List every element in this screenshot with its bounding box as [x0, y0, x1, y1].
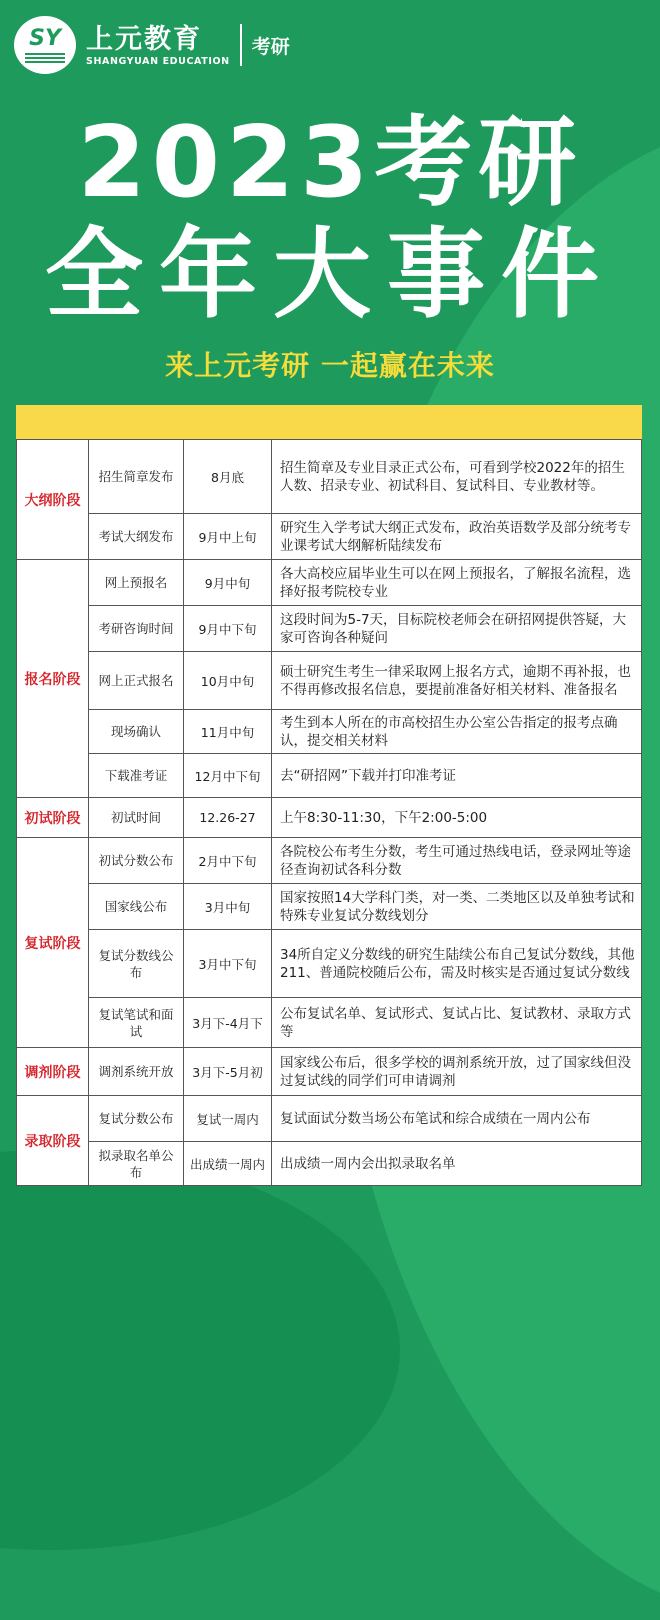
table-row — [17, 560, 642, 606]
event-name: 初试时间 — [89, 798, 184, 838]
event-time: 3月中旬 — [184, 884, 272, 930]
event-time: 11月中旬 — [184, 710, 272, 754]
event-description: 各院校公布考生分数，考生可通过热线电话，登录网址等途径查询初试各科分数 — [272, 838, 642, 884]
background-curve-bottom — [0, 1150, 400, 1550]
phase-label: 大纲阶段 — [17, 440, 89, 560]
event-name: 现场确认 — [89, 710, 184, 754]
brand — [86, 24, 230, 67]
event-description: 国家线公布后，很多学校的调剂系统开放，过了国家线但没过复试线的同学们可申请调剂 — [272, 1048, 642, 1096]
event-description: 硕士研究生考生一律采取网上报名方式，逾期不再补报，也不得再修改报名信息，要提前准备好相关材料、准备报名 — [272, 652, 642, 710]
event-name: 网上预报名 — [89, 560, 184, 606]
table-row — [17, 838, 642, 884]
event-description: 出成绩一周内会出拟录取名单 — [272, 1142, 642, 1186]
event-time: 10月中旬 — [184, 652, 272, 710]
phase-label: 录取阶段 — [17, 1096, 89, 1186]
table-row — [17, 754, 642, 798]
table-row — [17, 998, 642, 1048]
event-time: 9月中上旬 — [184, 514, 272, 560]
event-name: 调剂系统开放 — [89, 1048, 184, 1096]
event-name: 招生简章发布 — [89, 440, 184, 514]
phase-label: 复试阶段 — [17, 838, 89, 1048]
phase-label: 报名阶段 — [17, 560, 89, 798]
event-name: 国家线公布 — [89, 884, 184, 930]
event-time: 9月中下旬 — [184, 606, 272, 652]
event-time: 出成绩一周内 — [184, 1142, 272, 1186]
brand-name: 上元教育 — [86, 23, 202, 55]
table-row — [17, 884, 642, 930]
event-time: 复试一周内 — [184, 1096, 272, 1142]
event-name: 网上正式报名 — [89, 652, 184, 710]
brand-tag: 考研 — [251, 35, 290, 58]
brand-header — [14, 14, 290, 76]
table-row — [17, 798, 642, 838]
event-name: 下载准考证 — [89, 754, 184, 798]
table-row — [17, 1048, 642, 1096]
table-row — [17, 930, 642, 998]
table-header-band — [16, 405, 642, 439]
schedule-table — [16, 439, 642, 1186]
event-name: 复试分数线公布 — [89, 930, 184, 998]
event-time: 9月中旬 — [184, 560, 272, 606]
title-line-2: 全年大事件 — [44, 218, 615, 332]
event-description: 上午8:30-11:30，下午2:00-5:00 — [272, 798, 642, 838]
header-divider — [240, 24, 242, 66]
phase-label: 调剂阶段 — [17, 1048, 89, 1096]
phase-label: 初试阶段 — [17, 798, 89, 838]
table-row — [17, 710, 642, 754]
event-description: 34所自定义分数线的研究生陆续公布自己复试分数线，其他211、普通院校随后公布，需及时核实是否通过复试分数线 — [272, 930, 642, 998]
event-name: 考研咨询时间 — [89, 606, 184, 652]
table-row — [17, 514, 642, 560]
event-name: 复试分数公布 — [89, 1096, 184, 1142]
table-row — [17, 440, 642, 514]
table-row — [17, 652, 642, 710]
title-line-1: 2023考研 — [77, 106, 583, 220]
brand-english-name: SHANGYUAN EDUCATION — [86, 55, 230, 67]
event-time: 12月中下旬 — [184, 754, 272, 798]
logo-letters: SY — [29, 25, 61, 51]
event-time: 8月底 — [184, 440, 272, 514]
event-name: 拟录取名单公布 — [89, 1142, 184, 1186]
event-description: 复试面试分数当场公布笔试和综合成绩在一周内公布 — [272, 1096, 642, 1142]
sy-logo-icon — [14, 16, 76, 74]
event-name: 考试大纲发布 — [89, 514, 184, 560]
event-time: 3月中下旬 — [184, 930, 272, 998]
schedule-table-grid — [16, 439, 642, 1186]
event-time: 12.26-27 — [184, 798, 272, 838]
event-description: 去“研招网”下载并打印准考证 — [272, 754, 642, 798]
event-description: 各大高校应届毕业生可以在网上预报名，了解报名流程，选择好报考院校专业 — [272, 560, 642, 606]
slogan: 来上元考研 一起赢在未来 — [165, 349, 495, 382]
event-name: 复试笔试和面试 — [89, 998, 184, 1048]
event-description: 国家按照14大学科门类，对一类、二类地区以及单独考试和特殊专业复试分数线划分 — [272, 884, 642, 930]
event-time: 3月下-5月初 — [184, 1048, 272, 1096]
table-row — [17, 1142, 642, 1186]
event-description: 考生到本人所在的市高校招生办公室公告指定的报考点确认，提交相关材料 — [272, 710, 642, 754]
event-description: 这段时间为5-7天，目标院校老师会在研招网提供答疑，大家可咨询各种疑问 — [272, 606, 642, 652]
event-description: 招生简章及专业目录正式公布，可看到学校2022年的招生人数、招录专业、初试科目、复试科目、专业教材等。 — [272, 440, 642, 514]
table-row — [17, 1096, 642, 1142]
event-time: 2月中下旬 — [184, 838, 272, 884]
event-description: 研究生入学考试大纲正式发布，政治英语数学及部分统考专业课考试大纲解析陆续发布 — [272, 514, 642, 560]
table-row — [17, 606, 642, 652]
event-time: 3月下-4月下 — [184, 998, 272, 1048]
event-name: 初试分数公布 — [89, 838, 184, 884]
event-description: 公布复试名单、复试形式、复试占比、复试教材、录取方式等 — [272, 998, 642, 1048]
